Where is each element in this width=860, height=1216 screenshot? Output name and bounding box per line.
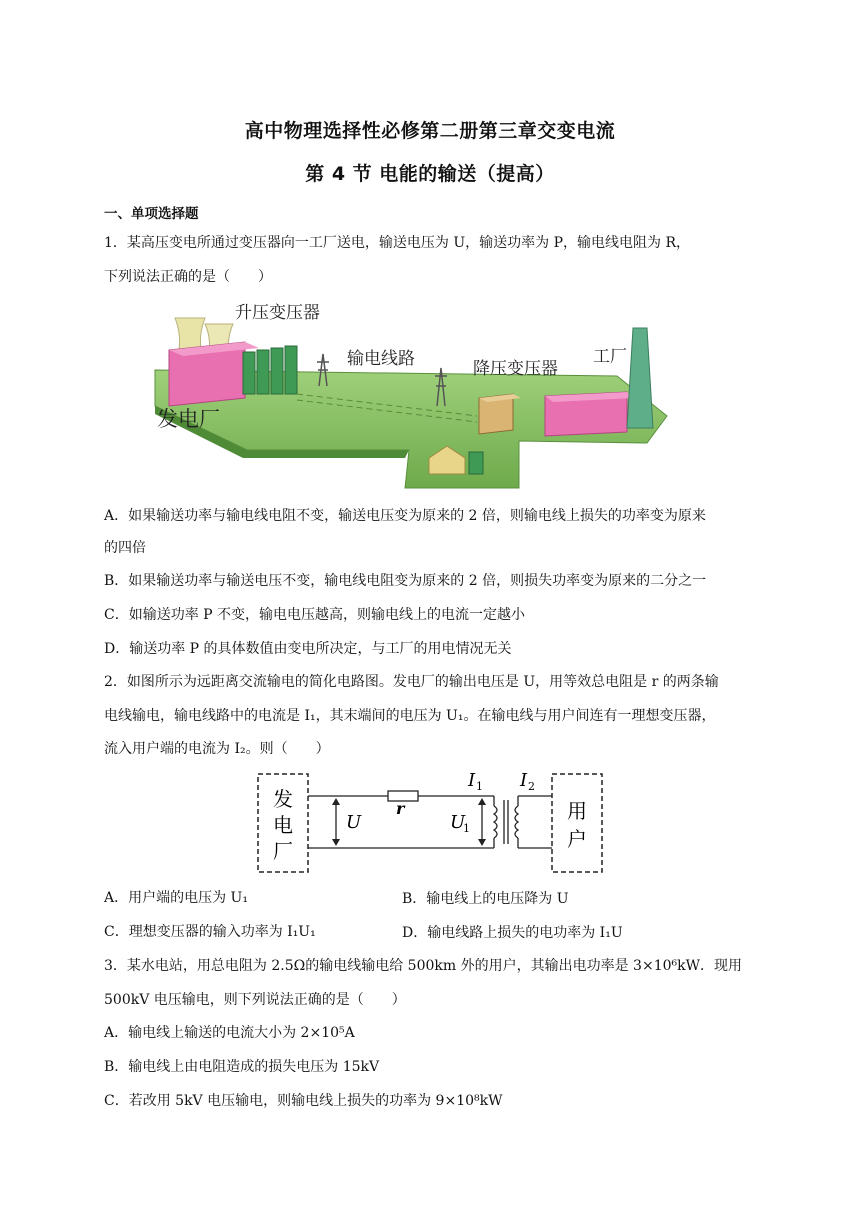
q3-option-b: B．输电线上由电阻造成的损失电压为 15kV [104, 1059, 380, 1075]
label-U1-subscript: 1 [463, 822, 470, 835]
label-power-plant: 发电厂 [157, 407, 220, 431]
document-title: 高中物理选择性必修第二册第三章交变电流 [244, 120, 616, 142]
label-step-down-transformer: 降压变压器 [473, 359, 558, 379]
user-char-2: 户 [567, 827, 587, 851]
q1-option-b: B．如果输送功率与输送电压不变，输电线电阻变为原来的 2 倍，则损失功率变为原来的二分之一 [104, 573, 707, 589]
label-I1: I [468, 770, 476, 791]
label-I1-subscript: 1 [476, 780, 483, 793]
q1-stem-line-2: 下列说法正确的是（ ） [104, 269, 272, 285]
document-subtitle: 第 4 节 电能的输送（提高） [305, 163, 555, 185]
q1-option-d: D．输送功率 P 的具体数值由变电所决定，与工厂的用电情况无关 [104, 641, 512, 657]
q3-stem-line-2: 500kV 电压输电，则下列说法正确的是（ ） [104, 992, 406, 1008]
q2-stem-line-1: 2．如图所示为远距离交流输电的简化电路图。发电厂的输出电压是 U，用等效总电阻是 r 的两条输 [104, 674, 719, 690]
label-U: U [346, 812, 362, 833]
plant-char-3: 厂 [273, 839, 293, 863]
q1-stem-line-1: 1．某高压变电所通过变压器向一工厂送电，输送电压为 U，输送功率为 P，输电线电阻为 R， [104, 235, 691, 251]
label-factory: 工厂 [593, 347, 627, 367]
q1-option-c: C．如输送功率 P 不变，输电电压越高，则输电线上的电流一定越小 [104, 607, 526, 623]
label-I2-subscript: 2 [528, 780, 535, 793]
label-U1: U [450, 812, 466, 833]
q2-option-b: B．输电线上的电压降为 U [402, 891, 569, 907]
plant-char-1: 发 [273, 787, 293, 811]
label-transmission-line: 输电线路 [347, 349, 415, 369]
q3-option-a: A．输电线上输送的电流大小为 2×10⁵A [104, 1025, 355, 1041]
circuit-diagram [254, 770, 606, 878]
section-heading: 一、单项选择题 [104, 206, 199, 222]
q3-option-c: C．若改用 5kV 电压输电，则输电线上损失的功率为 9×10⁸kW [104, 1093, 503, 1109]
user-char-1: 用 [567, 799, 587, 823]
q2-stem-line-2: 电线输电，输电线路中的电流是 I₁，其末端间的电压为 U₁。在输电线与用户间连有一理想变压器， [104, 708, 716, 724]
label-r: r [396, 799, 405, 818]
label-I2: I [520, 770, 528, 791]
q2-option-a: A．用户端的电压为 U₁ [104, 890, 248, 906]
q2-option-d: D．输电线路上损失的电功率为 I₁U [402, 925, 623, 941]
label-step-up-transformer: 升压变压器 [235, 303, 320, 323]
power-transmission-illustration [147, 298, 687, 494]
q1-option-a-line-1: A．如果输送功率与输电线电阻不变，输送电压变为原来的 2 倍，则输电线上损失的功率变为原来 [104, 508, 706, 524]
plant-char-2: 电 [273, 813, 293, 837]
q2-stem-line-3: 流入用户端的电流为 I₂。则（ ） [104, 741, 330, 757]
q3-stem-line-1: 3．某水电站，用总电阻为 2.5Ω的输电线输电给 500km 外的用户，其输出电功率是 3×10⁶kW．现用 [104, 958, 742, 974]
q2-option-c: C．理想变压器的输入功率为 I₁U₁ [104, 924, 316, 940]
q1-option-a-line-2: 的四倍 [104, 540, 146, 556]
